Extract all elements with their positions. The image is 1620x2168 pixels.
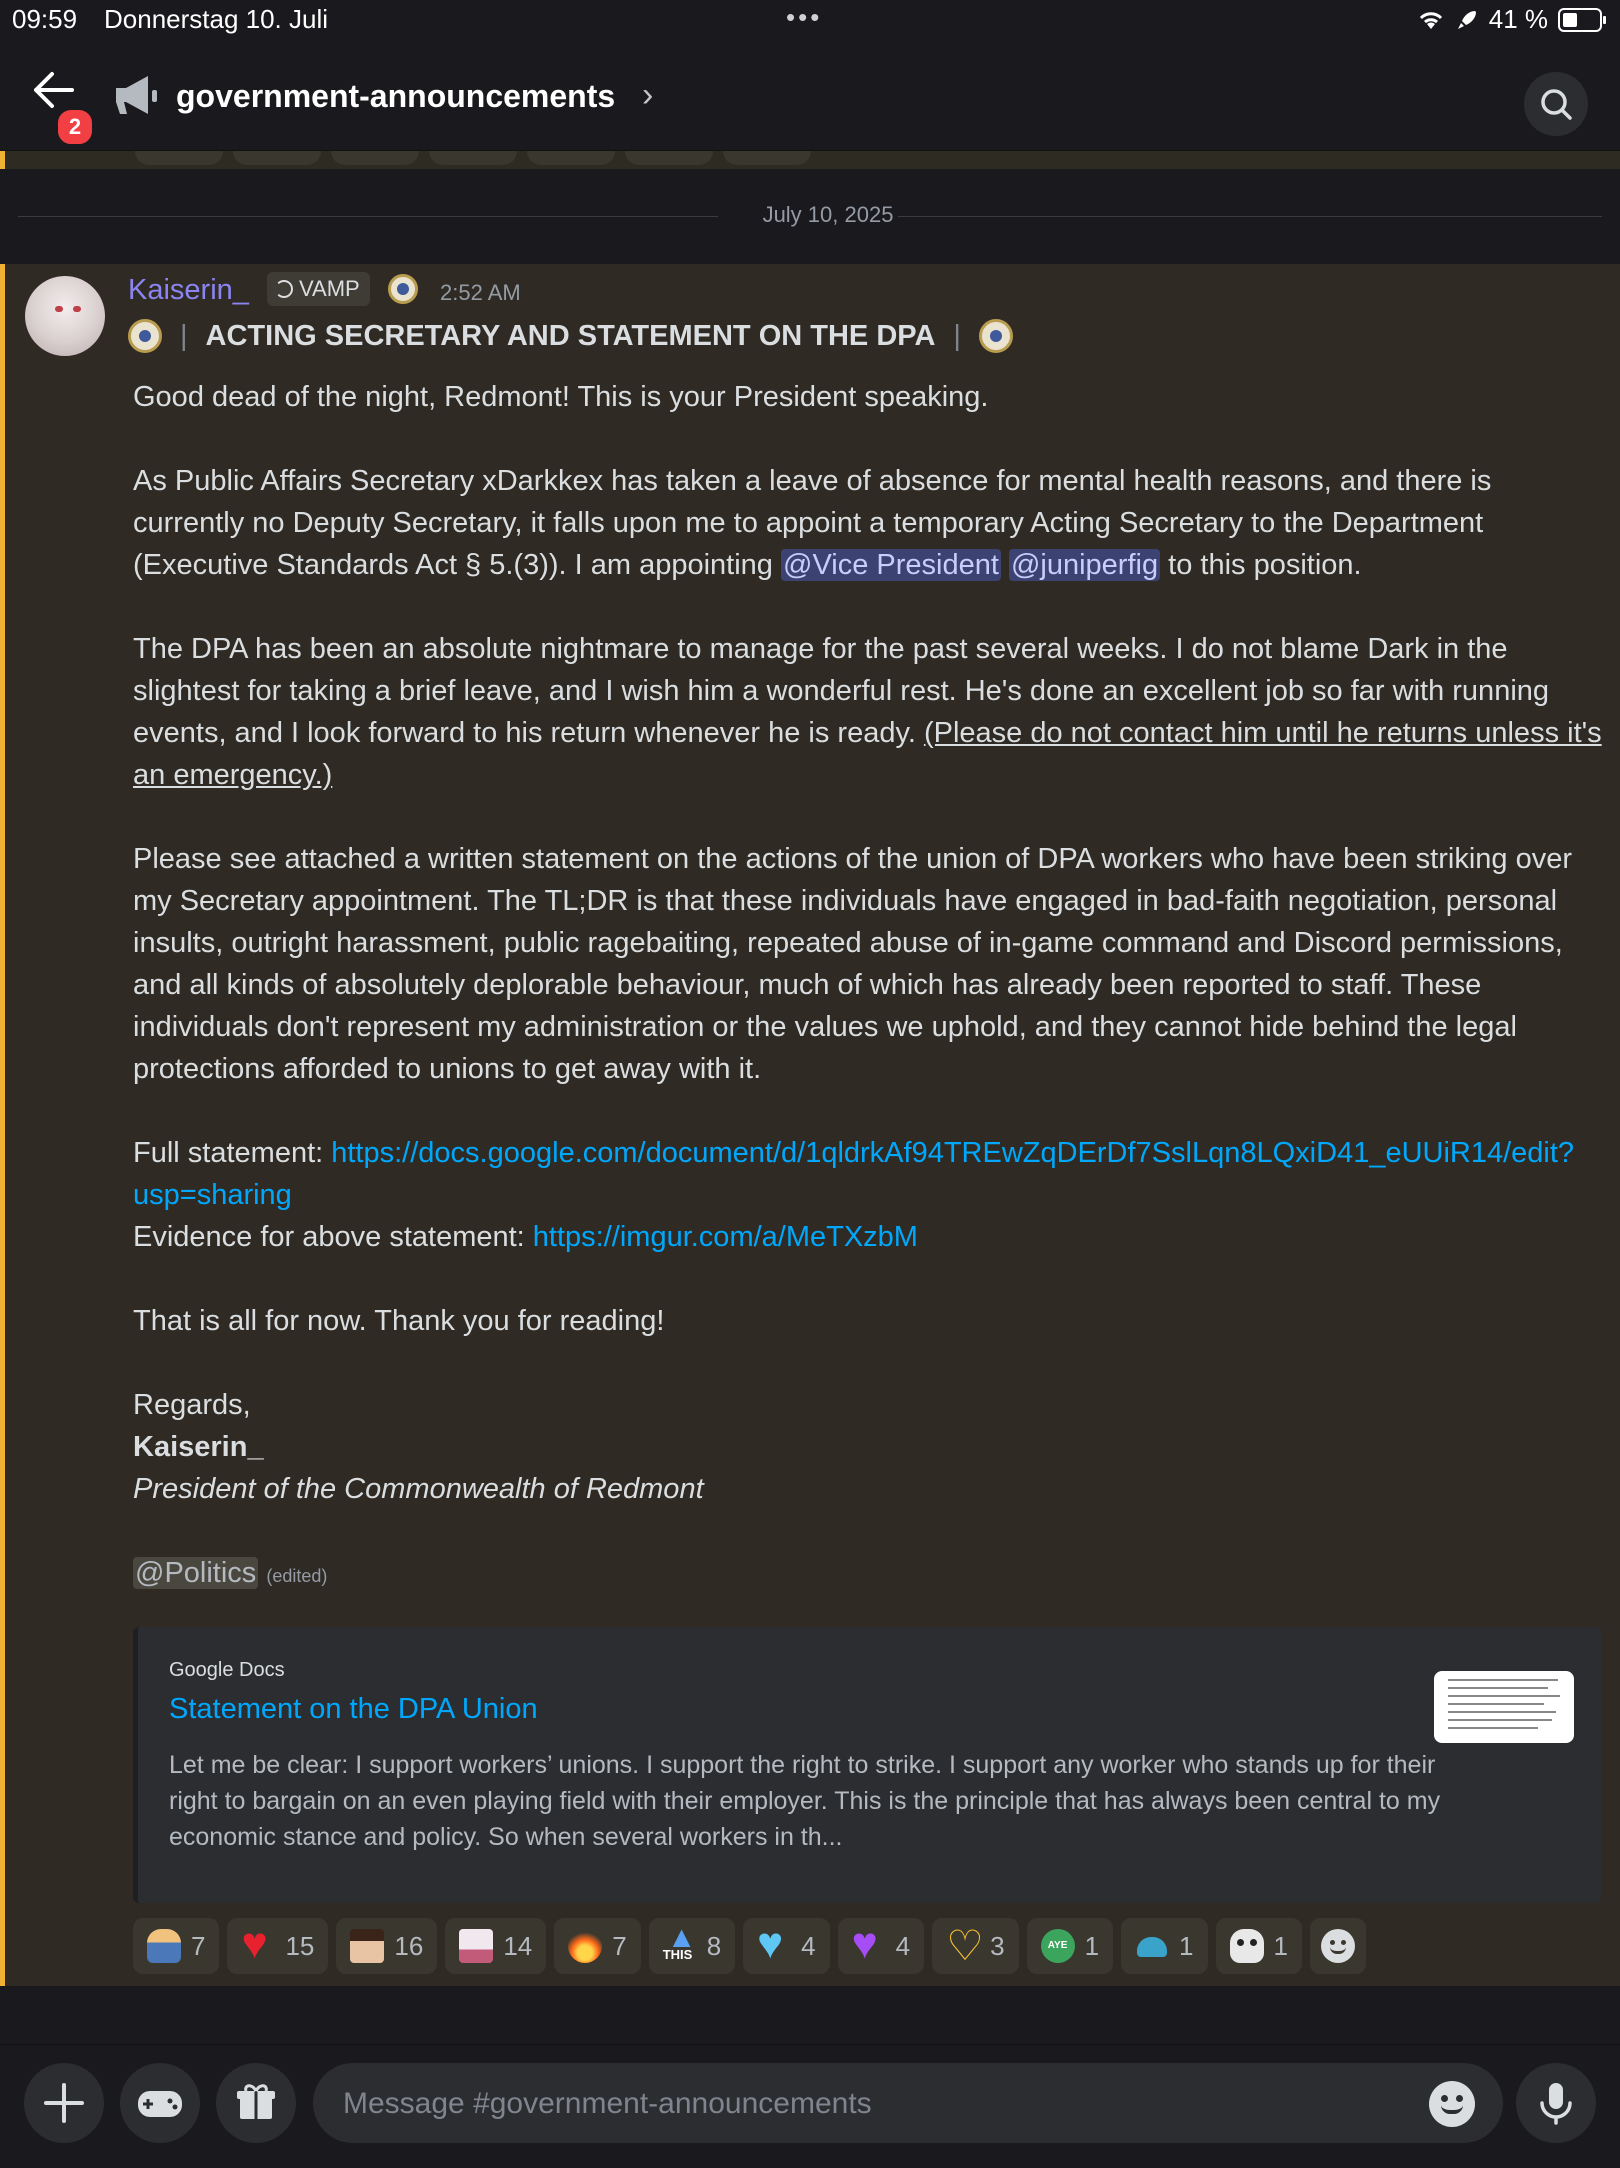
wifi-icon — [1417, 9, 1445, 31]
thumbnail-line — [1448, 1711, 1556, 1713]
search-icon — [1524, 72, 1588, 136]
divider-line — [898, 216, 1602, 217]
back-arrow-icon — [32, 70, 76, 110]
regards-line: Regards, — [133, 1389, 251, 1421]
chevron-right-icon[interactable]: › — [642, 76, 654, 114]
mention-juniperfig[interactable]: @juniperfig — [1010, 549, 1159, 581]
channel-header — [0, 40, 1620, 151]
thumbnail-line — [1448, 1719, 1552, 1721]
unread-badge: 2 — [54, 106, 96, 148]
aye-emoji-icon: AYE — [1041, 1929, 1075, 1963]
embed-thumbnail[interactable] — [1434, 1671, 1574, 1743]
fire-emoji-icon — [568, 1929, 602, 1963]
evidence-link[interactable]: https://imgur.com/a/MeTXzbM — [532, 1221, 918, 1253]
this-arrow-emoji-icon — [663, 1929, 697, 1963]
reaction-pill[interactable] — [331, 151, 419, 165]
full-statement-line: Full statement: https://docs.google.com/document/d/1qldrkAf94TREwZqDErDf7SslLqn8LQxiD41_eUUiR14/edit?usp=sharing — [133, 1137, 1575, 1211]
reaction-pill[interactable] — [527, 151, 615, 165]
reaction-pill[interactable] — [723, 151, 811, 165]
status-bar — [0, 0, 1620, 40]
red-heart-emoji-icon — [241, 1929, 275, 1963]
multitasking-dots[interactable]: ••• — [786, 2, 823, 32]
thumbnail-line — [1448, 1727, 1538, 1729]
evidence-line: Evidence for above statement: https://imgur.com/a/MeTXzbM — [133, 1221, 918, 1253]
status-indicators — [1417, 4, 1602, 35]
mention-politics[interactable]: @Politics — [135, 1557, 257, 1589]
server-tag[interactable] — [267, 272, 370, 306]
message-composer — [0, 2044, 1620, 2161]
reaction-red-heart[interactable]: ♥ 15 — [227, 1918, 328, 1974]
reaction-purple-heart[interactable]: ♥ 4 — [838, 1918, 924, 1974]
closing-paragraph: That is all for now. Thank you for reading! — [133, 1305, 665, 1337]
message-heading-text: ACTING SECRETARY AND STATEMENT ON THE DPA — [205, 319, 936, 352]
edited-label: (edited) — [266, 1566, 328, 1586]
search-button[interactable] — [1524, 72, 1588, 136]
reaction-pill[interactable] — [625, 151, 713, 165]
message-heading — [128, 314, 1013, 358]
heart-hands-emoji-icon — [946, 1929, 980, 1963]
voice-message-button[interactable] — [1516, 2063, 1596, 2143]
reaction-pill[interactable] — [233, 151, 321, 165]
thumbnail-line — [1448, 1703, 1544, 1705]
previous-message-reactions — [0, 151, 1620, 169]
microphone-icon — [1516, 2063, 1596, 2143]
reaction-dinosaur[interactable]: 1 — [1121, 1918, 1207, 1974]
reaction-this[interactable]: ▲ THIS 8 — [649, 1918, 735, 1974]
gamepad-icon — [120, 2063, 200, 2143]
full-statement-link[interactable]: https://docs.google.com/document/d/1qldrkAf94TREwZqDErDf7SslLqn8LQxiD41_eUUiR14/edit?usp=sharing — [133, 1137, 1575, 1211]
message[interactable] — [0, 264, 1620, 1986]
statement-paragraph: Please see attached a written statement on the actions of the union of DPA workers who have been striking over my Secretary appointment. The TL;DR is that these individuals have engaged in bad-faith negotiation, personal insults, outright harassment, public ragebaiting, repeated abuse of in-game command and Discord permissions, and all kinds of absolutely deplorable behaviour, much of which has already been reported to staff. These individuals don't represent my administration or the values we uphold, and they cannot hide behind the legal protections afforded to unions to get away with it. — [133, 843, 1573, 1085]
reaction-aye[interactable]: AYE 1 — [1027, 1918, 1113, 1974]
message-timestamp: 2:52 AM — [440, 280, 521, 305]
person-emoji-icon — [147, 1929, 181, 1963]
reaction-skull[interactable]: 1 — [1216, 1918, 1302, 1974]
activities-button[interactable] — [120, 2063, 200, 2143]
underlined-note: (Please do not contact him until he returns unless it's an emergency.) — [133, 717, 1602, 791]
message-input-container — [313, 2063, 1503, 2143]
link-embed[interactable] — [133, 1627, 1601, 1903]
seal-emoji-icon — [128, 319, 162, 353]
heading-separator: | — [953, 319, 961, 352]
moon-icon — [275, 280, 293, 298]
reaction-person[interactable]: 7 — [133, 1918, 219, 1974]
appointment-paragraph: As Public Affairs Secretary xDarkkex has taken a leave of absence for mental health reasons, and there is currently no Deputy Secretary, it falls upon me to appoint a temporary Acting Secretary to the Department (Executive Standards Act § 5.(3)). I am appointing @Vice President @juniperfig to this position. — [133, 465, 1492, 581]
signature-name: Kaiserin_ — [133, 1431, 264, 1463]
plus-icon — [24, 2063, 104, 2143]
thumbnail-line — [1448, 1695, 1560, 1697]
embed-title[interactable]: Statement on the DPA Union — [169, 1693, 538, 1725]
message-input[interactable] — [341, 2063, 1345, 2145]
divider-line — [18, 216, 718, 217]
battery-icon — [1558, 8, 1602, 32]
message-author[interactable]: Kaiserin_ — [128, 274, 249, 306]
pixel-character-emoji-icon — [459, 1929, 493, 1963]
mention-vice-president[interactable]: @Vice President — [783, 549, 999, 581]
emoji-picker-icon[interactable] — [1429, 2081, 1475, 2127]
reaction-heart-hands[interactable]: ♡ 3 — [932, 1918, 1018, 1974]
purple-heart-emoji-icon — [852, 1929, 886, 1963]
dinosaur-emoji-icon — [1135, 1929, 1169, 1963]
seal-emoji-icon — [979, 319, 1013, 353]
status-time: 09:59 — [12, 4, 78, 34]
add-reaction-button[interactable] — [1310, 1918, 1366, 1974]
add-attachment-button[interactable] — [24, 2063, 104, 2143]
reaction-pill[interactable] — [429, 151, 517, 165]
reaction-pixel-face[interactable]: 16 — [336, 1918, 437, 1974]
status-date: Donnerstag 10. Juli — [104, 4, 329, 34]
avatar[interactable] — [25, 276, 105, 356]
role-seal-icon[interactable] — [388, 274, 418, 304]
server-tag-label: VAMP — [299, 276, 360, 301]
gift-button[interactable] — [216, 2063, 296, 2143]
greeting-paragraph: Good dead of the night, Redmont! This is your President speaking. — [133, 381, 989, 413]
signature-title: President of the Commonwealth of Redmont — [133, 1473, 704, 1505]
reaction-fire[interactable]: 7 — [554, 1918, 640, 1974]
heading-separator: | — [180, 319, 188, 352]
reaction-pill[interactable] — [135, 151, 223, 165]
thumbnail-line — [1448, 1687, 1548, 1689]
thumbnail-line — [1448, 1679, 1558, 1681]
pixel-face-emoji-icon — [350, 1929, 384, 1963]
announcement-megaphone-icon — [112, 74, 162, 118]
reaction-pixel-character[interactable]: 14 — [445, 1918, 546, 1974]
message-body — [133, 376, 1603, 1597]
embed-provider: Google Docs — [169, 1659, 285, 1681]
embed-description: Let me be clear: I support workers’ unions. I support the right to strike. I support any worker who stands up for their right to bargain on an even playing field with their employer. This is the principle that has always been central to my economic stance and policy. So when several workers in th... — [169, 1751, 1441, 1851]
battery-percent: 41 % — [1488, 4, 1548, 34]
politics-mention-line — [133, 1552, 1603, 1597]
dpa-paragraph: The DPA has been an absolute nightmare to manage for the past several weeks. I do not blame Dark in the slightest for taking a brief leave, and I wish him a wonderful rest. He's done an excellent job so far with running events, and I look forward to his return whenever he is ready. (Please do not contact him until he returns unless it's an emergency.) — [133, 633, 1602, 791]
reaction-blue-heart[interactable]: ♥ 4 — [743, 1918, 829, 1974]
add-reaction-smiley-icon — [1321, 1929, 1355, 1963]
skull-emoji-icon — [1230, 1929, 1264, 1963]
reaction-bar — [133, 1918, 1366, 1974]
blue-heart-emoji-icon — [757, 1929, 791, 1963]
date-divider-label: July 10, 2025 — [762, 202, 894, 227]
date-divider — [18, 202, 1602, 227]
gift-icon — [216, 2063, 296, 2143]
rocket-icon — [1455, 8, 1479, 32]
channel-name[interactable]: government-announcements — [176, 78, 616, 114]
